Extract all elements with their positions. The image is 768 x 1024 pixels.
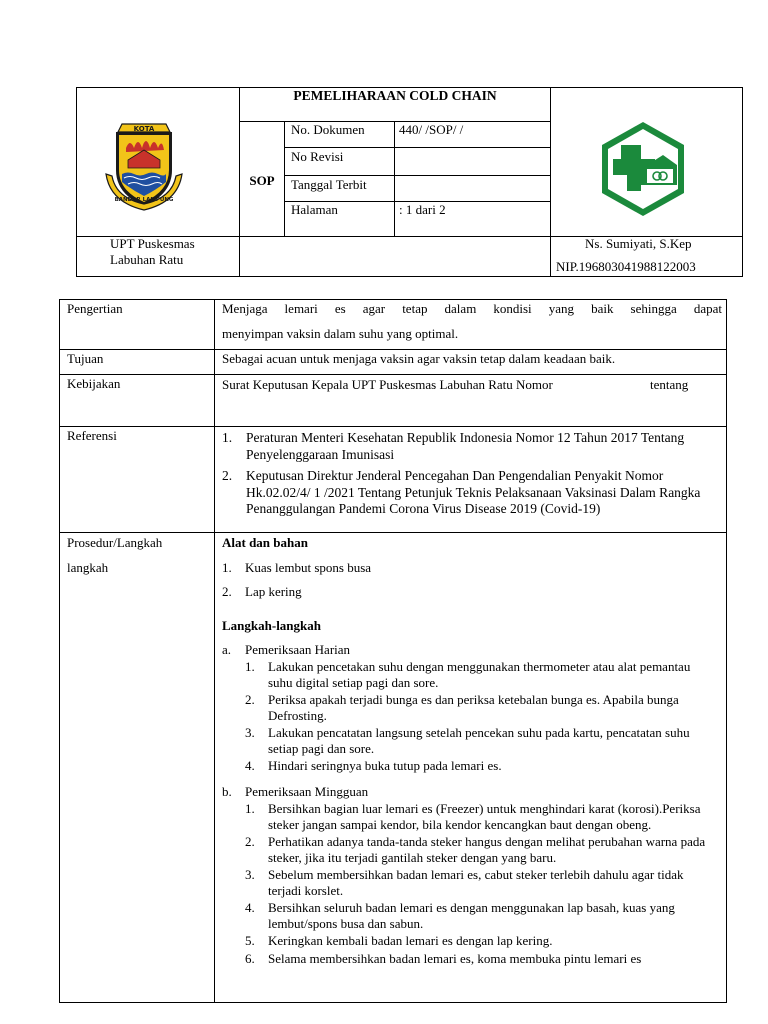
org-name-line1: UPT Puskesmas bbox=[110, 236, 195, 251]
list-item bbox=[222, 430, 722, 463]
list-item bbox=[245, 951, 710, 967]
list-number: 1. bbox=[245, 659, 255, 674]
field-label-no-dokumen: No. Dokumen bbox=[291, 122, 365, 137]
mingguan-item-text: Keringkan kembali badan lemari es dengan lap kering. bbox=[268, 933, 553, 948]
kebijakan-text: Surat Keputusan Kepala UPT Puskesmas Labuhan Ratu Nomor bbox=[222, 377, 553, 392]
referensi-item-1-text: Peraturan Menteri Kesehatan Republik Indonesia Nomor 12 Tahun 2017 Tentang Penyelenggaraan Imunisasi bbox=[246, 430, 685, 462]
alat-item-1-num: 1. bbox=[222, 560, 232, 575]
referensi-item-2-text: Keputusan Direktur Jenderal Pencegahan Dan Pengendalian Penyakit Nomor Hk.02.02/4/ 1 /2021 Tentang Petunjuk Teknis Pelaksanaan Vaksinasi Dalam Rangka Penanggulangan Pandemi Corona Virus Disease 2019 (Covid-19) bbox=[246, 468, 701, 516]
mingguan-marker: b. bbox=[222, 784, 232, 799]
list-item bbox=[245, 834, 710, 865]
sop-label: SOP bbox=[249, 173, 275, 188]
org-name-line2: Labuhan Ratu bbox=[110, 252, 184, 267]
langkah-title: Langkah-langkah bbox=[222, 618, 321, 633]
signer-nip: NIP.196803041988122003 bbox=[556, 259, 696, 274]
harian-item-text: Lakukan pencetakan suhu dengan menggunakan thermometer atau alat pemantau suhu digital setiap pagi dan sore. bbox=[268, 659, 691, 690]
list-number: 2. bbox=[222, 468, 233, 483]
alat-item-2-text: Lap kering bbox=[245, 584, 302, 599]
list-number: 1. bbox=[245, 801, 255, 816]
label-kebijakan: Kebijakan bbox=[67, 376, 121, 391]
mingguan-item-text: Selama membersihkan badan lemari es, koma membuka pintu lemari es bbox=[268, 950, 642, 966]
field-value-no-dokumen: 440/ /SOP/ / bbox=[399, 122, 464, 137]
svg-text:BANDAR LAMPUNG: BANDAR LAMPUNG bbox=[114, 197, 174, 203]
mingguan-item-text: Sebelum membersihkan badan lemari es, cabut steker terlebih dahulu agar tidak terjadi korslet. bbox=[268, 867, 684, 898]
list-item bbox=[245, 692, 710, 723]
list-item bbox=[245, 867, 710, 898]
list-number: 4. bbox=[245, 900, 255, 915]
harian-item-text: Lakukan pencatatan langsung setelah pencekan suhu pada kartu, pencatatan suhu setiap pagi dan sore. bbox=[268, 725, 690, 756]
list-item bbox=[245, 725, 710, 756]
mingguan-title: Pemeriksaan Mingguan bbox=[245, 784, 369, 799]
harian-item-text: Hindari seringnya buka tutup pada lemari es. bbox=[268, 758, 502, 773]
label-prosedur-line2: langkah bbox=[67, 560, 109, 575]
list-item bbox=[245, 900, 710, 931]
mingguan-item-text: Perhatikan adanya tanda-tanda steker hangus dengan melihat perubahan warna pada steker, jika itu terjadi gantilah steker dengan yang baru. bbox=[268, 834, 706, 865]
signer-name: Ns. Sumiyati, S.Kep bbox=[585, 236, 692, 251]
referensi-list bbox=[222, 430, 722, 520]
list-number: 2. bbox=[245, 834, 255, 849]
alat-bahan-title: Alat dan bahan bbox=[222, 535, 308, 550]
label-referensi: Referensi bbox=[67, 428, 117, 443]
kebijakan-text-tail: tentang bbox=[650, 377, 689, 392]
alat-item-2-num: 2. bbox=[222, 584, 232, 599]
list-item bbox=[245, 659, 710, 690]
list-item bbox=[245, 801, 710, 832]
label-tujuan: Tujuan bbox=[67, 351, 104, 366]
list-item bbox=[222, 468, 722, 518]
list-item bbox=[245, 933, 710, 949]
field-label-halaman: Halaman bbox=[291, 202, 338, 217]
tujuan-text: Sebagai acuan untuk menjaga vaksin agar vaksin tetap dalam keadaan baik. bbox=[222, 351, 616, 366]
list-number: 4. bbox=[245, 758, 255, 773]
mingguan-item-text: Bersihkan bagian luar lemari es (Freezer) untuk menghindari karat (korosi).Periksa steker jangan sampai kendor, bila kendor kencangkan baut dengan obeng. bbox=[268, 801, 701, 832]
list-number: 3. bbox=[245, 867, 255, 882]
list-number: 6. bbox=[245, 950, 255, 966]
mingguan-item-text: Bersihkan seluruh badan lemari es dengan menggunakan lap basah, kuas yang lembut/spons busa dan sabun. bbox=[268, 900, 675, 931]
harian-item-text: Periksa apakah terjadi bunga es dan periksa ketebalan bunga es. Apabila bunga Defrosting. bbox=[268, 692, 679, 723]
field-label-tanggal-terbit: Tanggal Terbit bbox=[291, 177, 367, 192]
harian-list bbox=[245, 659, 710, 776]
document-title: PEMELIHARAAN COLD CHAIN bbox=[293, 88, 497, 103]
field-value-halaman: : 1 dari 2 bbox=[399, 202, 446, 217]
list-item bbox=[245, 758, 710, 774]
field-label-no-revisi: No Revisi bbox=[291, 149, 344, 164]
label-pengertian: Pengertian bbox=[67, 301, 123, 316]
mingguan-list bbox=[245, 801, 710, 968]
list-number: 1. bbox=[222, 430, 233, 445]
puskesmas-logo bbox=[597, 119, 689, 219]
list-number: 3. bbox=[245, 725, 255, 740]
kota-bandar-lampung-logo bbox=[104, 118, 184, 212]
harian-marker: a. bbox=[222, 642, 232, 657]
svg-text:KOTA: KOTA bbox=[133, 125, 155, 133]
harian-title: Pemeriksaan Harian bbox=[245, 642, 351, 657]
pengertian-line2: menyimpan vaksin dalam suhu yang optimal. bbox=[222, 326, 459, 341]
pengertian-line1: Menjaga lemari es agar tetap dalam kondisi yang baik sehingga dapat bbox=[222, 301, 722, 316]
list-number: 5. bbox=[245, 933, 255, 948]
label-prosedur-line1: Prosedur/Langkah bbox=[67, 535, 163, 550]
alat-item-1-text: Kuas lembut spons busa bbox=[245, 560, 372, 575]
list-number: 2. bbox=[245, 692, 255, 707]
